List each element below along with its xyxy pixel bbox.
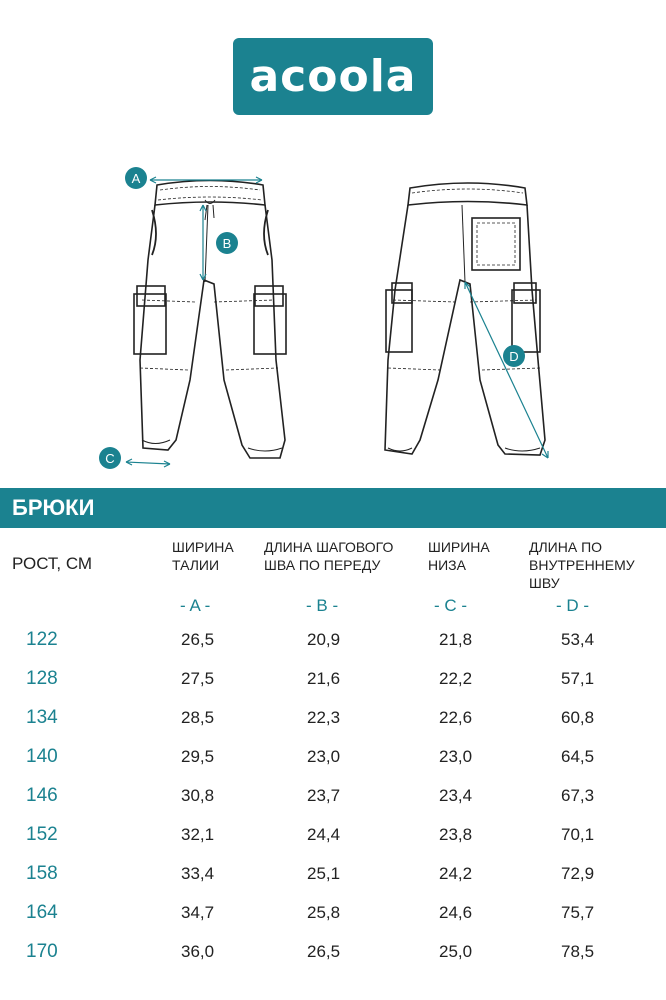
row-value-a: 29,5 bbox=[181, 747, 215, 766]
row-value-b: 23,0 bbox=[307, 747, 341, 766]
row-value-a: 32,1 bbox=[181, 825, 215, 844]
svg-text:A: A bbox=[131, 171, 141, 186]
pants-front-view bbox=[134, 181, 286, 459]
row-value-a: 30,8 bbox=[181, 786, 215, 805]
column-letter-a: - A - bbox=[180, 596, 211, 615]
row-height: 134 bbox=[26, 707, 58, 728]
svg-text:D: D bbox=[509, 349, 519, 364]
table-row bbox=[0, 626, 666, 656]
row-value-d: 72,9 bbox=[561, 864, 595, 883]
table-row bbox=[0, 821, 666, 851]
column-header-b-line1: ДЛИНА ШАГОВОГО bbox=[264, 539, 394, 555]
pants-back-view bbox=[385, 183, 545, 455]
label-b bbox=[216, 232, 238, 254]
table-row bbox=[0, 665, 666, 695]
column-header-c bbox=[428, 538, 490, 574]
column-header-b-line2: ШВА ПО ПЕРЕДУ bbox=[264, 557, 381, 573]
height-column-header: РОСТ, СМ bbox=[12, 554, 93, 573]
row-value-c: 23,4 bbox=[439, 786, 473, 805]
row-value-a: 26,5 bbox=[181, 630, 215, 649]
column-header-c-line2: НИЗА bbox=[428, 557, 466, 573]
row-value-a: 28,5 bbox=[181, 708, 215, 727]
row-value-c: 22,2 bbox=[439, 669, 473, 688]
row-value-b: 26,5 bbox=[307, 942, 341, 961]
table-row bbox=[0, 860, 666, 890]
column-letter-c: - C - bbox=[434, 596, 468, 615]
row-value-d: 64,5 bbox=[561, 747, 595, 766]
row-value-d: 67,3 bbox=[561, 786, 595, 805]
row-value-b: 21,6 bbox=[307, 669, 341, 688]
row-value-b: 25,8 bbox=[307, 903, 341, 922]
row-value-c: 23,0 bbox=[439, 747, 473, 766]
table-row bbox=[0, 743, 666, 773]
back-measure-lines bbox=[465, 282, 548, 458]
table-row bbox=[0, 782, 666, 812]
row-height: 158 bbox=[26, 863, 58, 884]
table-row bbox=[0, 938, 666, 968]
column-header-a-line2: ТАЛИИ bbox=[172, 557, 220, 573]
column-letter-d: - D - bbox=[556, 596, 590, 615]
row-height: 122 bbox=[26, 629, 58, 650]
column-header-b bbox=[264, 538, 393, 574]
row-value-d: 75,7 bbox=[561, 903, 595, 922]
row-height: 146 bbox=[26, 785, 58, 806]
row-value-d: 57,1 bbox=[561, 669, 595, 688]
row-value-c: 23,8 bbox=[439, 825, 473, 844]
brand-logo-text: acoola bbox=[249, 50, 417, 102]
row-value-b: 25,1 bbox=[307, 864, 341, 883]
column-header-a bbox=[172, 538, 234, 574]
brand-logo bbox=[233, 38, 433, 115]
label-d bbox=[503, 345, 525, 367]
row-height: 128 bbox=[26, 668, 58, 689]
row-height: 152 bbox=[26, 824, 58, 845]
table-row bbox=[0, 704, 666, 734]
row-value-c: 22,6 bbox=[439, 708, 473, 727]
label-a bbox=[125, 167, 147, 189]
column-header-d bbox=[529, 538, 666, 592]
row-value-c: 21,8 bbox=[439, 630, 473, 649]
row-height: 170 bbox=[26, 941, 58, 962]
row-value-c: 25,0 bbox=[439, 942, 473, 961]
row-height: 140 bbox=[26, 746, 58, 767]
row-value-d: 60,8 bbox=[561, 708, 595, 727]
row-value-c: 24,6 bbox=[439, 903, 473, 922]
row-value-a: 34,7 bbox=[181, 903, 215, 922]
row-value-b: 22,3 bbox=[307, 708, 341, 727]
row-value-b: 23,7 bbox=[307, 786, 341, 805]
column-letter-b: - B - bbox=[306, 596, 339, 615]
row-value-d: 70,1 bbox=[561, 825, 595, 844]
title-bar bbox=[0, 488, 666, 528]
row-value-a: 33,4 bbox=[181, 864, 215, 883]
column-header-a-line1: ШИРИНА bbox=[172, 539, 234, 555]
table-row bbox=[0, 899, 666, 929]
label-c bbox=[99, 447, 121, 469]
row-value-d: 78,5 bbox=[561, 942, 595, 961]
row-value-c: 24,2 bbox=[439, 864, 473, 883]
svg-text:C: C bbox=[105, 451, 115, 466]
pants-technical-drawing bbox=[0, 150, 666, 480]
row-value-a: 27,5 bbox=[181, 669, 215, 688]
svg-text:B: B bbox=[222, 236, 232, 251]
page-title: БРЮКИ bbox=[12, 495, 95, 520]
column-header-d-line2: ВНУТРЕННЕМУ ШВУ bbox=[529, 557, 635, 591]
row-value-d: 53,4 bbox=[561, 630, 595, 649]
column-header-c-line1: ШИРИНА bbox=[428, 539, 490, 555]
row-value-a: 36,0 bbox=[181, 942, 215, 961]
column-header-d-line1: ДЛИНА ПО bbox=[529, 539, 603, 555]
row-height: 164 bbox=[26, 902, 58, 923]
row-value-b: 20,9 bbox=[307, 630, 341, 649]
row-value-b: 24,4 bbox=[307, 825, 341, 844]
front-measure-lines bbox=[126, 177, 262, 467]
